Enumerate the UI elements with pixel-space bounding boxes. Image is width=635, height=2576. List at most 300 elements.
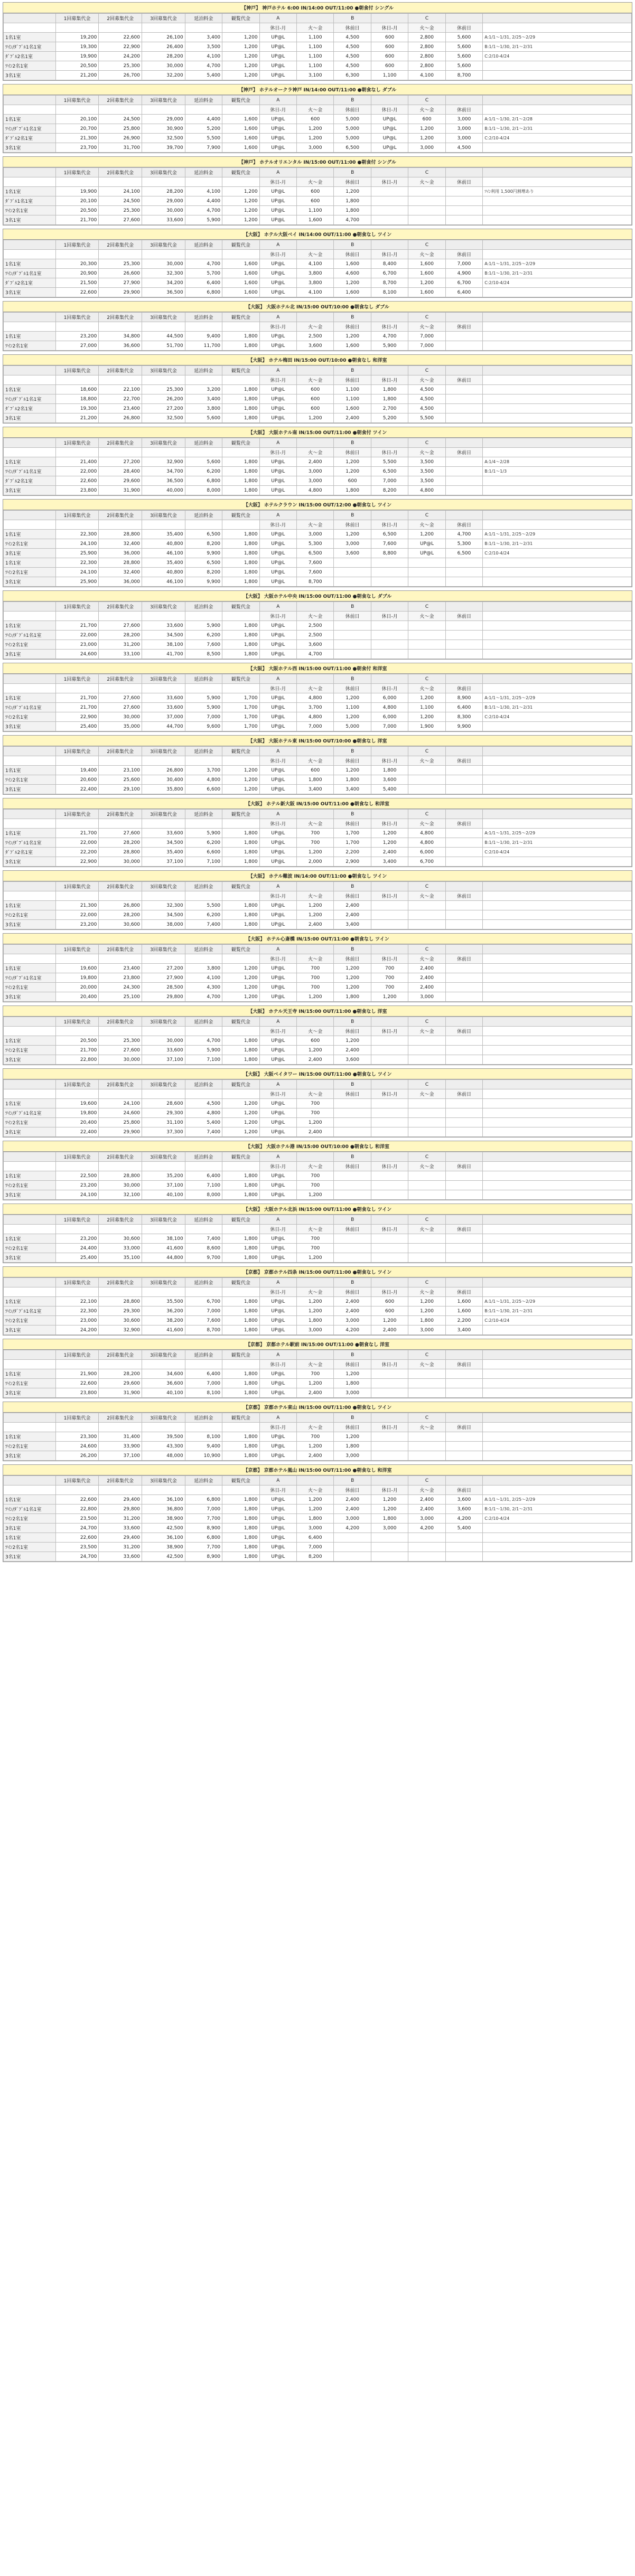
table-subheader-row <box>4 1027 632 1036</box>
plan-cell: 6,400 <box>297 1533 334 1543</box>
plan-cell: UP@L <box>259 288 296 297</box>
subheader-cell: 休日-月 <box>259 1360 296 1369</box>
price-cell: 9,900 <box>185 549 222 558</box>
price-cell: 39,700 <box>142 143 185 153</box>
plan-cell <box>334 1244 371 1253</box>
subheader-cell: 休前日 <box>445 375 482 385</box>
price-cell: 31,900 <box>99 1388 142 1398</box>
plan-cell: UP@L <box>259 467 296 476</box>
plan-cell: 2,700 <box>371 404 408 413</box>
blank-cell <box>142 105 185 115</box>
column-header: A <box>259 96 296 105</box>
plan-cell: 4,200 <box>334 1524 371 1533</box>
subheader-cell: 休日-月 <box>371 819 408 829</box>
column-header: 3回募集代金 <box>142 511 185 520</box>
column-header <box>297 882 334 891</box>
note-cell <box>483 1127 632 1137</box>
plan-cell: UP@L <box>259 621 296 631</box>
price-cell: 23,500 <box>55 1514 99 1524</box>
table-row <box>4 1514 632 1524</box>
table-header-row <box>4 14 632 23</box>
note-cell <box>483 1171 632 1181</box>
blank-cell <box>4 1225 56 1234</box>
plan-cell <box>445 1451 482 1461</box>
column-header: B <box>334 96 371 105</box>
hotel-title: 【大阪】 ホテル心斎橋 IN/15:00 OUT/11:00 ●朝食なし ツイン <box>3 934 632 944</box>
plan-cell: UP@L <box>259 1316 296 1325</box>
price-cell: 30,000 <box>99 1181 142 1190</box>
price-cell: 9,900 <box>185 577 222 587</box>
column-header <box>297 810 334 819</box>
plan-cell: 1,100 <box>334 385 371 394</box>
table-subheader-row <box>4 1089 632 1099</box>
column-header <box>445 366 482 375</box>
blank-cell <box>222 520 259 530</box>
subheader-cell: 火〜金 <box>297 448 334 457</box>
price-cell: 8,200 <box>185 539 222 549</box>
plan-cell: 2,800 <box>408 42 445 52</box>
column-header <box>297 1413 334 1423</box>
plan-cell: 4,800 <box>371 703 408 712</box>
price-cell: 23,500 <box>55 1543 99 1552</box>
price-cell: 1,800 <box>222 1543 259 1552</box>
column-header: 3回募集代金 <box>142 1278 185 1287</box>
blank-cell <box>99 819 142 829</box>
price-table <box>3 1475 632 1562</box>
price-cell: 1,200 <box>222 964 259 973</box>
note-cell: A:1/1〜1/31, 2/25〜2/29 <box>483 1495 632 1505</box>
price-cell: 42,500 <box>142 1524 185 1533</box>
note-cell <box>483 1543 632 1552</box>
plan-cell <box>445 1253 482 1263</box>
price-cell: 26,900 <box>99 134 142 143</box>
plan-cell: 600 <box>371 42 408 52</box>
table-header-row <box>4 313 632 322</box>
plan-cell <box>445 1244 482 1253</box>
column-header <box>4 1476 56 1486</box>
hotel-block <box>3 427 632 496</box>
hotel-block <box>3 1005 632 1065</box>
column-header: C <box>408 511 445 520</box>
column-header: 延泊料金 <box>185 674 222 684</box>
price-cell: 7,600 <box>185 640 222 650</box>
note-cell <box>483 568 632 577</box>
price-cell: 25,600 <box>99 775 142 785</box>
price-cell: 35,400 <box>142 848 185 857</box>
price-cell: 51,700 <box>142 341 185 351</box>
price-cell: 6,200 <box>185 838 222 848</box>
table-row <box>4 973 632 983</box>
hotel-title: 【大阪】 大阪ホテル中央 IN/15:00 OUT/11:00 ●朝食なし ダブル <box>3 591 632 601</box>
subheader-cell: 休前日 <box>445 1486 482 1495</box>
column-header: 1回募集代金 <box>55 945 99 954</box>
plan-cell: 3,100 <box>297 71 334 80</box>
plan-cell <box>408 1036 445 1046</box>
price-cell: 44,800 <box>142 1253 185 1263</box>
column-header: C <box>408 438 445 448</box>
plan-cell <box>371 215 408 225</box>
plan-cell <box>445 992 482 1002</box>
price-cell: 21,700 <box>55 215 99 225</box>
plan-cell: 2,400 <box>334 910 371 920</box>
subheader-cell: 休前日 <box>445 819 482 829</box>
subheader-cell: 火〜金 <box>297 1225 334 1234</box>
price-cell: 26,700 <box>99 71 142 80</box>
price-cell: 31,400 <box>99 1432 142 1442</box>
subheader-cell: 火〜金 <box>297 520 334 530</box>
blank-cell <box>4 819 56 829</box>
plan-cell: UP@L <box>259 1388 296 1398</box>
note-cell <box>483 1253 632 1263</box>
price-cell: 22,100 <box>55 1297 99 1306</box>
column-header: 3回募集代金 <box>142 240 185 250</box>
price-cell: 6,800 <box>185 1495 222 1505</box>
subheader-cell: 休前日 <box>445 1423 482 1432</box>
price-cell: 25,900 <box>55 577 99 587</box>
plan-cell <box>445 404 482 413</box>
price-cell: 3,800 <box>185 964 222 973</box>
column-header: 3回募集代金 <box>142 1080 185 1089</box>
subheader-cell: 休前日 <box>334 954 371 964</box>
plan-cell <box>408 1552 445 1562</box>
table-subheader-row <box>4 448 632 457</box>
column-header: 3回募集代金 <box>142 168 185 177</box>
plan-cell: 3,500 <box>408 457 445 467</box>
price-cell: 5,400 <box>185 71 222 80</box>
column-header <box>4 313 56 322</box>
plan-cell: UP@L <box>259 558 296 568</box>
price-cell: 1,800 <box>222 404 259 413</box>
note-cell <box>483 785 632 794</box>
column-header: 延泊料金 <box>185 14 222 23</box>
subheader-cell: 火〜金 <box>297 612 334 621</box>
subheader-cell: 休前日 <box>334 1027 371 1036</box>
price-cell: 1,200 <box>222 61 259 71</box>
price-cell: 38,900 <box>142 1543 185 1552</box>
note-cell <box>483 341 632 351</box>
price-cell: 41,700 <box>142 650 185 659</box>
column-header <box>297 1017 334 1027</box>
price-cell: 27,900 <box>99 278 142 288</box>
price-cell: 21,700 <box>55 693 99 703</box>
price-cell: 41,600 <box>142 1325 185 1335</box>
plan-cell: 3,800 <box>297 278 334 288</box>
column-header <box>371 14 408 23</box>
column-header <box>4 511 56 520</box>
plan-cell <box>371 1533 408 1543</box>
room-type-label: 1名1室 <box>4 964 56 973</box>
plan-cell: 3,000 <box>334 1316 371 1325</box>
plan-cell: 600 <box>371 33 408 42</box>
table-subheader-row <box>4 375 632 385</box>
plan-cell: 1,100 <box>297 206 334 215</box>
column-header: A <box>259 511 296 520</box>
note-cell <box>483 992 632 1002</box>
price-cell: 33,600 <box>99 1552 142 1562</box>
price-cell: 24,100 <box>55 539 99 549</box>
table-row <box>4 1244 632 1253</box>
room-type-label: 3名1室 <box>4 1388 56 1398</box>
price-cell: 20,300 <box>55 259 99 269</box>
price-cell: 4,700 <box>185 61 222 71</box>
room-type-label: 1名1室 <box>4 187 56 196</box>
price-cell: 25,300 <box>99 1036 142 1046</box>
price-cell: 48,000 <box>142 1451 185 1461</box>
plan-cell: 1,200 <box>371 838 408 848</box>
table-row <box>4 703 632 712</box>
plan-cell: UP@L <box>259 278 296 288</box>
subheader-cell: 火〜金 <box>408 375 445 385</box>
room-type-label: ﾂｲﾝ2名1室 <box>4 775 56 785</box>
column-header <box>297 1215 334 1225</box>
plan-cell: 3,800 <box>297 269 334 278</box>
column-header <box>297 1080 334 1089</box>
blank-cell <box>222 891 259 901</box>
plan-cell: UP@L <box>259 848 296 857</box>
column-header: 1回募集代金 <box>55 240 99 250</box>
note-cell <box>483 1524 632 1533</box>
blank-cell <box>142 322 185 332</box>
room-type-label: ﾂｲﾝ/ﾀﾞﾌﾞﾙ1名1室 <box>4 838 56 848</box>
plan-cell: 6,500 <box>445 549 482 558</box>
subheader-cell: 火〜金 <box>408 1287 445 1297</box>
price-cell: 4,400 <box>185 115 222 124</box>
blank-cell <box>99 177 142 187</box>
price-cell: 1,800 <box>222 1432 259 1442</box>
note-cell <box>483 215 632 225</box>
plan-cell: 2,400 <box>334 901 371 910</box>
plan-cell <box>445 457 482 467</box>
column-header: 3回募集代金 <box>142 14 185 23</box>
plan-cell: 3,000 <box>408 1514 445 1524</box>
plan-cell: 4,600 <box>334 269 371 278</box>
plan-cell: 1,200 <box>334 1432 371 1442</box>
blank-cell <box>483 177 632 187</box>
note-cell <box>483 1325 632 1335</box>
plan-cell <box>445 920 482 929</box>
blank-cell <box>185 23 222 33</box>
column-header <box>4 602 56 612</box>
price-cell: 33,600 <box>142 621 185 631</box>
plan-cell <box>371 1543 408 1552</box>
room-type-label: ﾂｲﾝ/ﾀﾞﾌﾞﾙ1名1室 <box>4 467 56 476</box>
plan-cell <box>408 1127 445 1137</box>
column-header <box>445 313 482 322</box>
column-header <box>4 882 56 891</box>
room-type-label: 1名1室 <box>4 693 56 703</box>
column-header <box>297 1476 334 1486</box>
price-cell: 19,300 <box>55 42 99 52</box>
price-cell: 34,600 <box>142 1369 185 1379</box>
blank-cell <box>185 756 222 766</box>
table-row <box>4 394 632 404</box>
table-row <box>4 693 632 703</box>
plan-cell: 1,200 <box>297 992 334 1002</box>
column-header <box>4 1017 56 1027</box>
subheader-cell: 休前日 <box>334 448 371 457</box>
column-header <box>4 1413 56 1423</box>
column-header <box>297 674 334 684</box>
plan-cell: 3,600 <box>334 1055 371 1065</box>
plan-cell <box>371 196 408 206</box>
table-row <box>4 1388 632 1398</box>
column-header <box>371 882 408 891</box>
price-cell: 1,200 <box>222 196 259 206</box>
plan-cell: 6,700 <box>445 278 482 288</box>
plan-cell: UP@L <box>371 134 408 143</box>
price-cell: 1,800 <box>222 1495 259 1505</box>
blank-cell <box>222 612 259 621</box>
price-cell: 6,800 <box>185 1533 222 1543</box>
note-cell <box>483 766 632 775</box>
column-header <box>483 511 632 520</box>
blank-cell <box>99 23 142 33</box>
table-row <box>4 404 632 413</box>
plan-cell: UP@L <box>259 973 296 983</box>
column-header: 1回募集代金 <box>55 1350 99 1360</box>
blank-cell <box>142 177 185 187</box>
price-cell: 21,700 <box>55 621 99 631</box>
price-cell: 7,400 <box>185 1234 222 1244</box>
subheader-cell: 休日-月 <box>371 954 408 964</box>
subheader-cell: 休日-月 <box>371 612 408 621</box>
column-header: 2回募集代金 <box>99 882 142 891</box>
plan-cell: 7,000 <box>408 332 445 341</box>
price-cell: 4,800 <box>185 1108 222 1118</box>
price-cell: 3,400 <box>185 33 222 42</box>
price-cell: 1,800 <box>222 1533 259 1543</box>
plan-cell <box>371 1108 408 1118</box>
plan-cell: 1,900 <box>408 722 445 731</box>
price-cell: 4,400 <box>185 196 222 206</box>
plan-cell: 1,800 <box>371 385 408 394</box>
subheader-cell: 火〜金 <box>297 105 334 115</box>
price-cell: 28,200 <box>99 1369 142 1379</box>
plan-cell: 600 <box>371 52 408 61</box>
price-cell: 1,800 <box>222 910 259 920</box>
plan-cell: 700 <box>297 1234 334 1244</box>
price-cell: 22,900 <box>55 712 99 722</box>
plan-cell: 5,600 <box>445 42 482 52</box>
column-header: C <box>408 810 445 819</box>
plan-cell: 1,600 <box>408 259 445 269</box>
column-header: 延泊料金 <box>185 1413 222 1423</box>
hotel-title: 【大阪】 大阪ホテル西 IN/15:00 OUT/11:00 ●朝食付 和洋室 <box>3 663 632 674</box>
column-header <box>483 96 632 105</box>
price-cell: 33,600 <box>142 1046 185 1055</box>
subheader-cell: 火〜金 <box>297 23 334 33</box>
table-subheader-row <box>4 23 632 33</box>
plan-cell: 2,400 <box>334 1046 371 1055</box>
plan-cell: 1,200 <box>334 964 371 973</box>
blank-cell <box>99 1027 142 1036</box>
table-row <box>4 1055 632 1065</box>
column-header: 2回募集代金 <box>99 747 142 756</box>
blank-cell <box>142 1162 185 1171</box>
table-subheader-row <box>4 1486 632 1495</box>
subheader-cell: 休前日 <box>334 756 371 766</box>
price-cell: 32,500 <box>142 413 185 423</box>
price-cell: 23,000 <box>55 640 99 650</box>
subheader-cell: 休前日 <box>334 250 371 259</box>
subheader-cell: 休日-月 <box>259 520 296 530</box>
plan-cell <box>408 1533 445 1543</box>
column-header: 延泊料金 <box>185 366 222 375</box>
table-row <box>4 712 632 722</box>
price-cell: 29,900 <box>99 288 142 297</box>
price-table <box>3 510 632 587</box>
note-cell <box>483 1046 632 1055</box>
plan-cell <box>371 1442 408 1451</box>
column-header: 3回募集代金 <box>142 1413 185 1423</box>
plan-cell: UP@L <box>259 775 296 785</box>
plan-cell: UP@L <box>259 722 296 731</box>
plan-cell <box>334 1099 371 1108</box>
blank-cell <box>185 819 222 829</box>
plan-cell: UP@L <box>259 269 296 278</box>
table-row <box>4 1325 632 1335</box>
price-cell: 34,700 <box>142 467 185 476</box>
plan-cell: 2,400 <box>371 1325 408 1335</box>
plan-cell: 700 <box>297 964 334 973</box>
plan-cell <box>408 558 445 568</box>
note-cell: B:1/1〜1/30, 2/1〜2/31 <box>483 269 632 278</box>
price-cell: 33,600 <box>142 703 185 712</box>
price-cell: 31,200 <box>99 1543 142 1552</box>
subheader-cell: 火〜金 <box>408 23 445 33</box>
column-header: 3回募集代金 <box>142 1152 185 1162</box>
plan-cell: 2,200 <box>445 1316 482 1325</box>
column-header <box>4 1215 56 1225</box>
column-header: A <box>259 674 296 684</box>
table-row <box>4 838 632 848</box>
price-cell: 1,200 <box>222 1127 259 1137</box>
column-header <box>483 1476 632 1486</box>
table-row <box>4 901 632 910</box>
plan-cell <box>334 568 371 577</box>
column-header: 1回募集代金 <box>55 14 99 23</box>
price-cell: 1,800 <box>222 1171 259 1181</box>
blank-cell <box>142 520 185 530</box>
plan-cell <box>445 910 482 920</box>
plan-cell: 2,400 <box>297 1055 334 1065</box>
price-cell: 22,700 <box>99 394 142 404</box>
room-type-label: 3名1室 <box>4 1190 56 1200</box>
subheader-cell: 火〜金 <box>297 1360 334 1369</box>
blank-cell <box>4 1162 56 1171</box>
price-cell: 7,900 <box>185 143 222 153</box>
plan-cell: 7,000 <box>408 341 445 351</box>
price-cell: 23,000 <box>55 1316 99 1325</box>
price-cell: 1,800 <box>222 476 259 486</box>
blank-cell <box>99 375 142 385</box>
plan-cell: 1,800 <box>334 992 371 1002</box>
plan-cell: 3,700 <box>297 703 334 712</box>
blank-cell <box>483 322 632 332</box>
hotel-title: 【大阪】 ホテル天王寺 IN/15:00 OUT/11:00 ●朝食なし 洋室 <box>3 1006 632 1017</box>
subheader-cell: 火〜金 <box>297 1162 334 1171</box>
column-header: A <box>259 240 296 250</box>
plan-cell: 1,200 <box>297 910 334 920</box>
column-header <box>445 1152 482 1162</box>
price-cell: 46,100 <box>142 549 185 558</box>
plan-cell: UP@L <box>259 1055 296 1065</box>
price-cell: 29,300 <box>142 1108 185 1118</box>
price-cell: 19,800 <box>55 1108 99 1118</box>
hotel-title: 【大阪】 ホテルクラウン IN/15:00 OUT/12:00 ●朝食なし ツイン <box>3 500 632 510</box>
price-cell: 19,400 <box>55 766 99 775</box>
table-header-row <box>4 1350 632 1360</box>
